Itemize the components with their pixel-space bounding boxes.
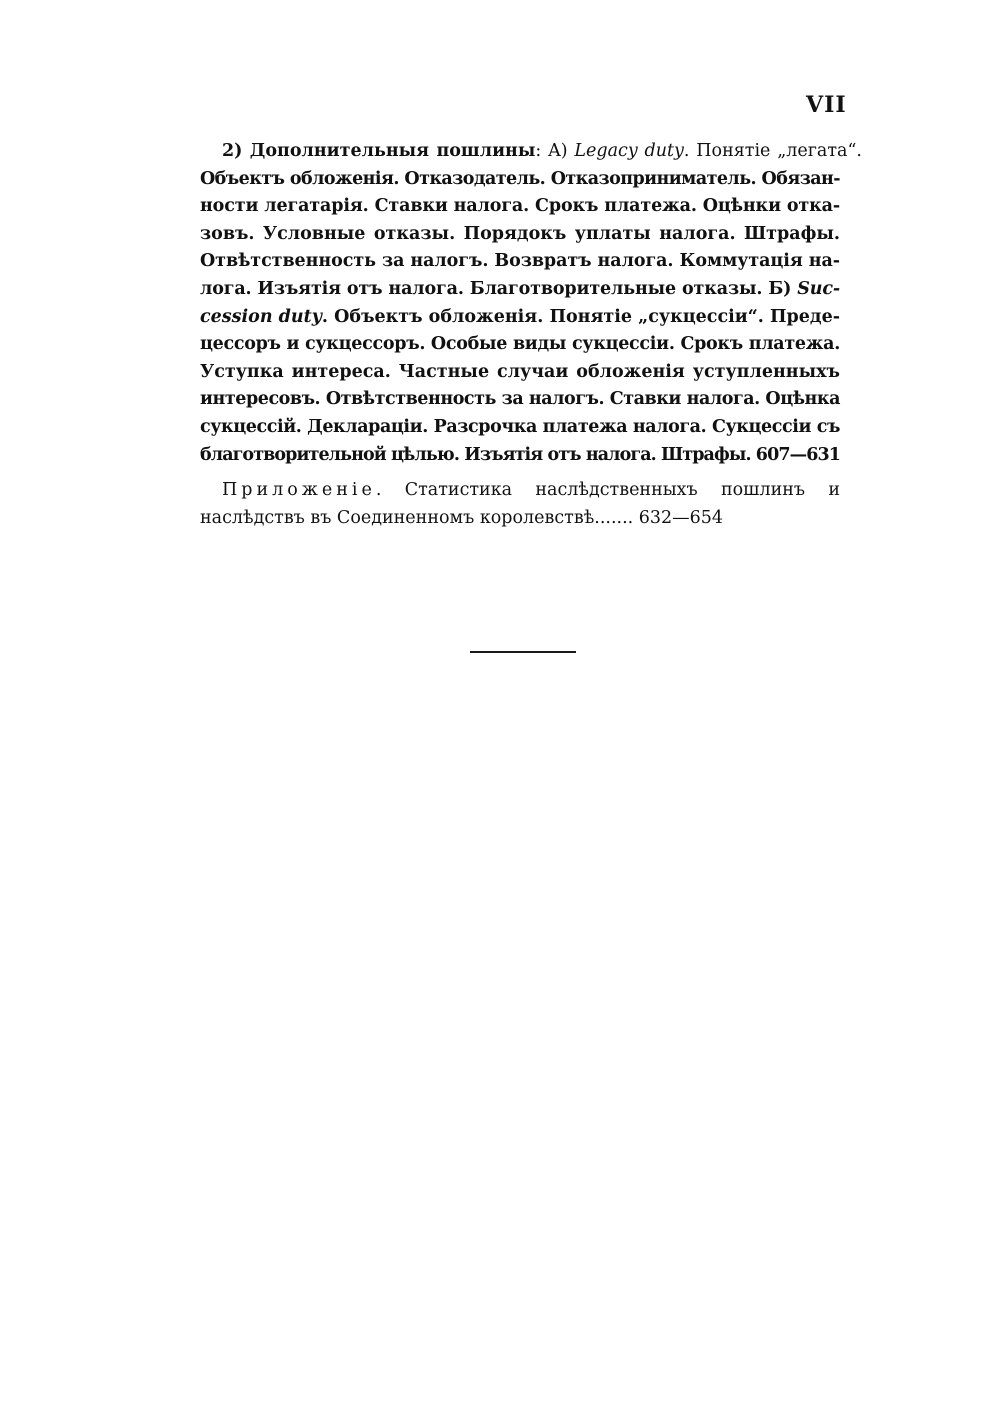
toc-line-7-italic: cession duty [200,306,322,327]
toc-line-2: Объектъ обложенія. Отказодатель. Отказоприниматель. Обязан- [200,168,840,189]
toc-text-block [200,138,862,532]
toc-entry-appendix [200,477,840,532]
toc-line-10: интересовъ. Отвѣтственность за налогъ. Ставки налога. Оцѣнка [200,389,840,410]
toc-line-5: Отвѣтственность за налогъ. Возвратъ налога. Коммутація на- [200,251,840,272]
toc-line-9: Уступка интереса. Частные случаи обложенія уступленныхъ [200,361,840,382]
toc-line-8: цессоръ и сукцессоръ. Особые виды сукцессіи. Срокъ платежа. [200,334,840,355]
toc-line-1-number: 2) [222,141,250,161]
toc-entry-additional-duties [200,138,862,469]
toc-line-7 [200,304,840,332]
toc-line-3: ности легатарія. Ставки налога. Срокъ платежа. Оцѣнки отка- [200,196,840,217]
page-number: VII [806,92,847,118]
closing-rule [470,651,576,653]
toc-line-12: благотворительной цѣлью. Изъятія отъ налога. Штрафы. 607—631 [200,444,840,465]
appendix-line-1-text: . Статистика наслѣдственныхъ пошлинъ и [375,480,840,501]
appendix-label: Приложеніе [222,480,376,501]
toc-line-1-mid: : A) [535,141,575,161]
toc-line-1-rest: . Понятіе „легата“. [683,141,862,161]
toc-line-4: зовъ. Условные отказы. Порядокъ уплаты налога. Штрафы. [200,223,840,244]
toc-line-6 [200,276,840,304]
toc-line-6-text: лога. Изъятія отъ налога. Благотворительные отказы. Б) [200,278,798,299]
appendix-line-1 [200,477,840,505]
toc-line-6-italic: Suc- [797,278,840,299]
toc-line-11: сукцессій. Деклараціи. Разсрочка платежа налога. Сукцессіи съ [200,416,840,437]
toc-line-1-heading: Дополнительныя пошлины [249,141,536,161]
toc-line-1-italic: Legacy duty [574,141,684,161]
toc-line-7-text: . Объектъ обложенія. Понятіе „сукцессіи“. Преде- [321,306,840,327]
toc-line-1 [200,138,862,166]
appendix-line-2: наслѣдствъ въ Соединенномъ королевствѣ....... 632—654 [200,507,724,528]
